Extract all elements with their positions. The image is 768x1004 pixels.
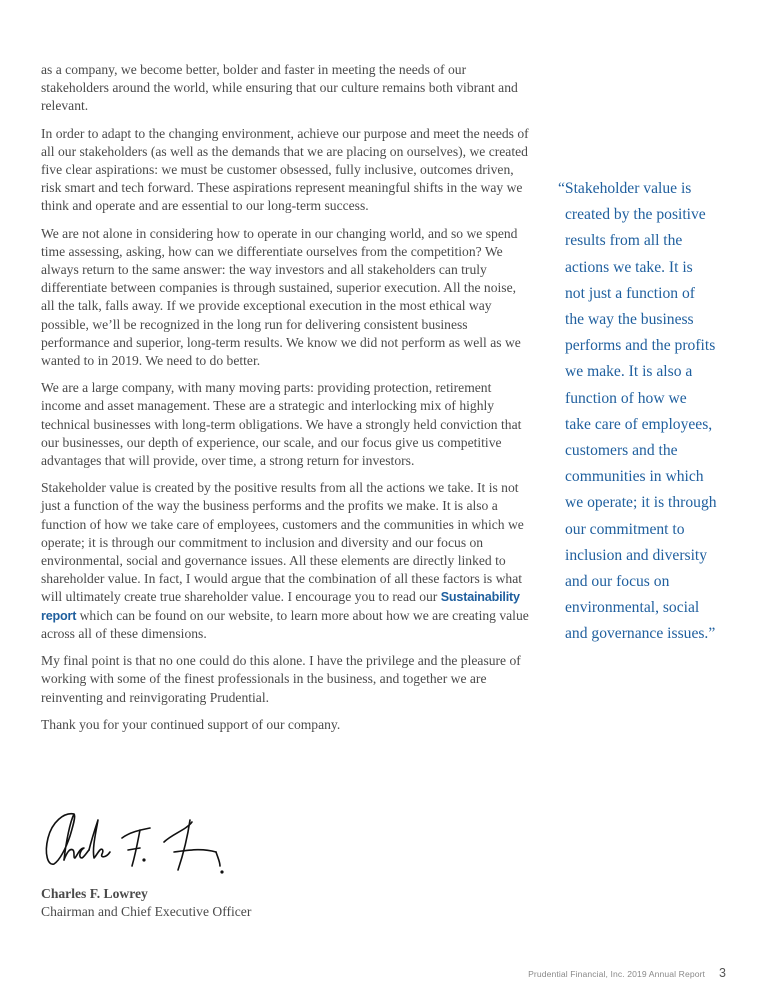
- report-title: Prudential Financial, Inc. 2019 Annual Report: [528, 969, 706, 979]
- signatory-title: Chairman and Chief Executive Officer: [41, 904, 252, 919]
- pull-quote: [558, 176, 758, 648]
- pull-quote-line: not just a function of: [565, 284, 695, 302]
- paragraph-5-text-before: Stakeholder value is created by the positive results from all the actions we take. It is not just a function of the way the business performs and the profits we make. It is also a function of how we take care of employees, customers and the communities in which we operate; it is through our commitment to inclusion and diversity and our focus on environmental, social and governance issues. All these elements are directly linked to shareholder value. In fact, I would argue that the combination of all these factors is what will ultimately create true shareholder value. I encourage you to read our: [41, 480, 524, 605]
- paragraph-6: My final point is that no one could do this alone. I have the privilege and the pleasure of working with some of the finest professionals in the business, and together we are reinventing and reinvigorating Prudential.: [41, 653, 521, 705]
- paragraph-7: Thank you for your continued support of our company.: [41, 716, 341, 732]
- pull-quote-line: function of how we: [565, 389, 687, 407]
- pull-quote-line: and our focus on: [565, 573, 670, 591]
- paragraph-1: as a company, we become better, bolder and faster in meeting the needs of our stakeholders around the world, while ensuring that our culture remains both vibrant and relevant.: [41, 62, 518, 114]
- signature-image: [40, 808, 250, 878]
- paragraph-2: In order to adapt to the changing environment, achieve our purpose and meet the needs of all our stakeholders (as well as the demands that we are placing on ourselves), we created five clear aspirations: we must be customer obsessed, fully inclusive, outcomes driven, risk smart and tech forward. These aspirations represent meaningful shifts in the way we think and operate and are essential to our long-term success.: [41, 125, 529, 214]
- pull-quote-line: we make. It is also a: [565, 363, 693, 381]
- pull-quote-line: and governance issues.”: [565, 625, 716, 643]
- pull-quote-line: communities in which: [565, 468, 704, 486]
- pull-quote-line: customers and the: [565, 442, 678, 460]
- pull-quote-line: we operate; it is through: [565, 494, 717, 512]
- page-number: 3: [719, 966, 726, 980]
- signatory-name: Charles F. Lowrey: [41, 886, 148, 901]
- paragraph-5-text-after: which can be found on our website, to learn more about how we are creating value across all of these dimensions.: [41, 607, 529, 641]
- pull-quote-line: performs and the profits: [565, 337, 716, 355]
- page-footer: [528, 966, 726, 980]
- paragraph-5: [41, 479, 531, 643]
- paragraph-4: We are a large company, with many moving parts: providing protection, retirement income and asset management. These are a strategic and interlocking mix of highly technical businesses with long-term obligations. We have a strongly held conviction that our businesses, our depth of experience, our scale, and our focus give us competitive advantages that will provide, over time, a strong return for investors.: [41, 380, 522, 469]
- pull-quote-line: our commitment to: [565, 520, 685, 538]
- sustainability-report-link[interactable]: Sustainability report: [41, 590, 520, 623]
- pull-quote-line: created by the positive: [565, 206, 706, 224]
- pull-quote-line: inclusion and diversity: [565, 546, 708, 564]
- pull-quote-line: “Stakeholder value is: [558, 180, 692, 197]
- pull-quote-line: actions we take. It is: [565, 258, 693, 276]
- pull-quote-line: environmental, social: [565, 599, 700, 617]
- pull-quote-line: take care of employees,: [565, 415, 713, 433]
- letter-body: [41, 61, 531, 743]
- pull-quote-line: the way the business: [565, 311, 694, 329]
- pull-quote-line: results from all the: [565, 232, 683, 250]
- paragraph-3: We are not alone in considering how to operate in our changing world, and so we spend time assessing, asking, how can we differentiate ourselves from the competition? We always return to the same answer: the way investors and all stakeholders can truly differentiate between companies is through sustained, superior execution. All the noise, all the talk, falls away. If we provide exceptional execution in the most ethical way possible, we’ll be recognized in the long run for delivering consistent business performance and superior, long-term results. We know we did not perform as well as we wanted to in 2019. We need to do better.: [41, 225, 521, 369]
